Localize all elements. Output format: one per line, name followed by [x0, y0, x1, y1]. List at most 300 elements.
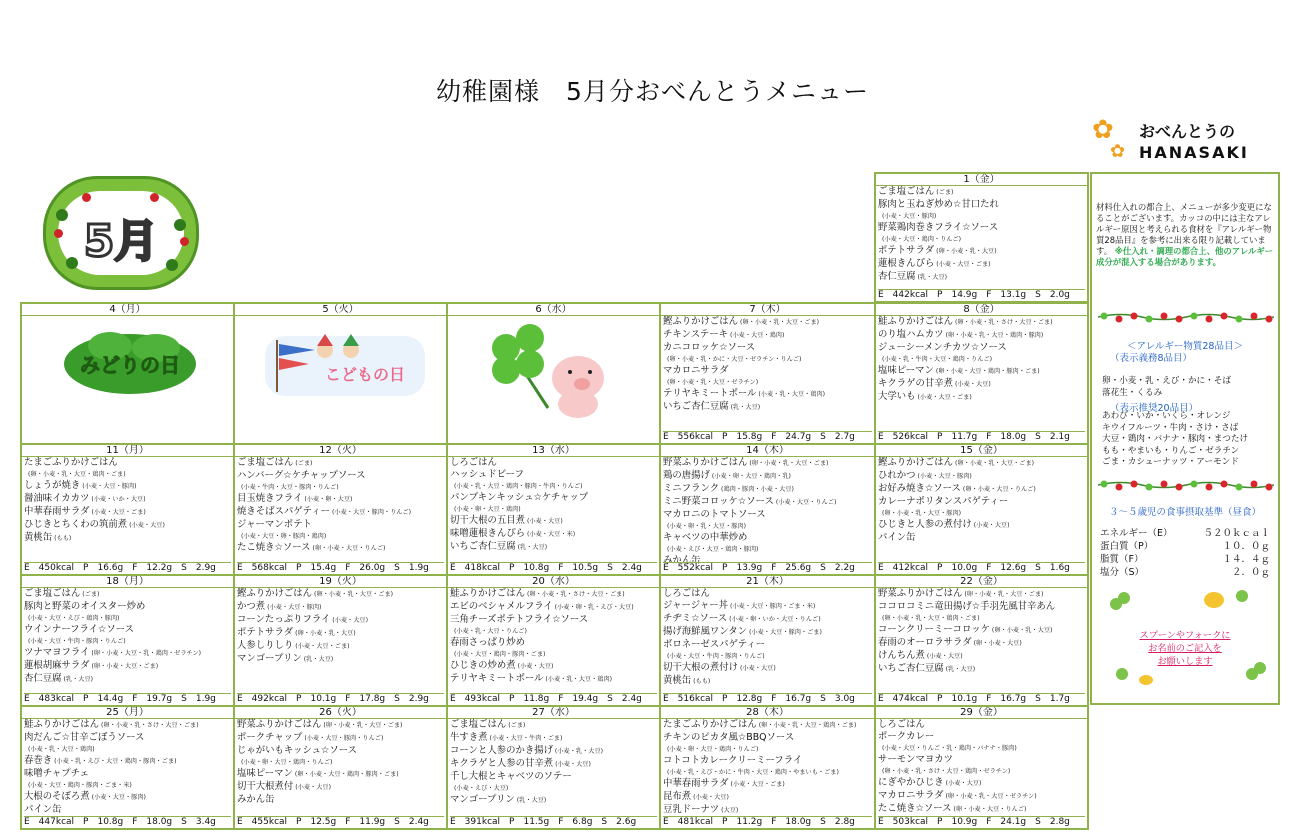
menu-item [663, 544, 872, 555]
allergen-line: 落花生・くるみ [1102, 387, 1163, 398]
menu-item [663, 521, 872, 532]
menu-item [878, 496, 1085, 508]
dish-name: チキンステーキ [663, 329, 729, 340]
menu-item [450, 649, 657, 660]
allergen-text: (小麦・大豆) [738, 665, 776, 672]
allergen-text: (小麦・大豆・ごま) [728, 781, 785, 788]
menu-item [24, 613, 231, 624]
allergen-text: (卵・小麦・大豆・りんご) [951, 806, 1027, 813]
allergen-text: (卵・小麦・乳・大豆・ごま) [738, 319, 820, 326]
menu-item [663, 719, 872, 732]
menu-item [663, 755, 872, 767]
menu-item [24, 647, 231, 660]
allergen-text: (小麦・大豆・卵・豚肉・鶏肉) [241, 533, 327, 540]
menu-item [237, 531, 444, 542]
menu-item [663, 329, 872, 342]
dish-name: マンゴープリン [450, 794, 515, 805]
day-header: 6（水） [448, 304, 659, 316]
allergen-text: (小麦・大豆) [924, 653, 963, 660]
menu-item [450, 504, 657, 515]
menu-item [450, 719, 657, 732]
menu-item [237, 719, 444, 732]
menu-item [663, 365, 872, 377]
menu-list [237, 588, 444, 666]
day-cell-25 [20, 705, 235, 830]
dish-name: のり塩ハムカツ [878, 329, 944, 340]
allergen-text: (小麦・大豆・ごま) [89, 509, 146, 516]
standard-row [1100, 553, 1270, 566]
dish-name: 焼きそばスパゲティー [237, 506, 330, 517]
allergen-text: (小麦・大豆・ごま) [934, 261, 991, 268]
allergen-text: (乳・大豆) [514, 797, 547, 804]
kodomo-label: こどもの日 [324, 365, 406, 384]
dish-name: ひじきの炒め煮 [450, 660, 516, 671]
menu-item [24, 636, 231, 647]
nutrition-summary: E 418kcal P 10.8g F 10.5g S 2.4g [450, 562, 657, 573]
page-title: 幼稚園様 5月分おべんとうメニュー [436, 77, 869, 106]
menu-item [878, 199, 1085, 211]
allergen-text: (卵・小麦・乳・大豆) [934, 248, 997, 255]
day-cell-26 [233, 705, 448, 830]
dish-name: ミニフランク [663, 483, 720, 494]
menu-item [450, 481, 657, 492]
dish-name: 人参しりしり [237, 640, 294, 651]
menu-item [450, 588, 657, 601]
utensil-name-request [1092, 629, 1278, 668]
dish-name: 牛すき煮 [450, 732, 488, 743]
allergen-text: (小麦・大豆・牛肉・ごま) [487, 735, 563, 742]
day-header: 15（金） [876, 445, 1087, 457]
menu-item [237, 768, 444, 781]
allergen-text: (卵・小麦・乳・さけ・大豆・ごま) [525, 591, 625, 598]
dish-name: 味噌チャプチェ [24, 768, 90, 779]
allergen-text: (小麦・大豆) [971, 522, 1010, 529]
dish-name: ジャーマンポテト [237, 519, 312, 530]
dish-name: 切干大根の煮付け [663, 662, 739, 673]
dish-name: ひじきとちくわの筑前煮 [24, 519, 128, 530]
menu-item [878, 258, 1085, 271]
menu-item [878, 719, 1085, 731]
menu-item [878, 245, 1085, 258]
menu-list [24, 719, 231, 816]
menu-item [450, 457, 657, 469]
menu-item [237, 493, 444, 506]
dish-name: みかん缶 [237, 794, 275, 805]
menu-list [24, 588, 231, 686]
menu-item [24, 469, 231, 480]
dish-name: パンプキンキッシュ☆ケチャップ [450, 492, 589, 503]
menu-item [24, 732, 231, 744]
menu-item [450, 492, 657, 504]
menu-item [663, 626, 872, 639]
allergen-text: (小麦・大豆・豚肉) [882, 213, 937, 220]
allergen-text: (乳・大豆) [515, 544, 548, 551]
menu-item [237, 506, 444, 519]
menu-item [878, 754, 1085, 766]
allergen-text: (卵・小麦・大豆・鶏肉・豚肉・ごま) [933, 368, 1040, 375]
menu-item [878, 777, 1085, 790]
menu-item [878, 790, 1085, 803]
dish-name: 豚肉と玉ねぎ炒め☆甘口たれ [878, 199, 999, 210]
dish-name: 黄桃缶 [24, 532, 53, 543]
menu-list [878, 588, 1085, 676]
day-header: 22（金） [876, 576, 1087, 588]
strawberry-vine-decoration [1098, 310, 1274, 324]
day-header: 8（金） [876, 304, 1087, 316]
dish-name: コーンたっぷりフライ [237, 614, 331, 625]
allergen-text: (小麦・いか・大豆) [89, 496, 146, 503]
day-cell-22 [874, 574, 1089, 707]
menu-item [450, 745, 657, 758]
dish-name: 鰹ふりかけごはん [663, 316, 739, 327]
day-header: 28（木） [661, 707, 874, 719]
menu-item [237, 627, 444, 640]
allergen-text: (小麦・卵・乳・えび・大豆) [552, 604, 634, 611]
nutrition-summary: E 568kcal P 15.4g F 26.0g S 1.9g [237, 562, 444, 573]
standard-value: ２．０ｇ [1231, 567, 1270, 578]
allergen-text: (小麦・乳・大豆・鶏肉・豚肉・牛肉・りんご) [454, 483, 583, 490]
menu-list [237, 457, 444, 555]
menu-item [663, 662, 872, 675]
menu-list [878, 186, 1085, 284]
dish-name: コーンクリーミーコロッケ [878, 624, 990, 635]
nutrition-summary: E 492kcal P 10.1g F 17.8g S 2.9g [237, 693, 444, 704]
allergy-note [1096, 202, 1276, 268]
day-cell-6 [446, 302, 661, 445]
dish-name: 中華春雨サラダ [663, 778, 729, 789]
allergen-text: (小麦・大豆・鶏肉・豚肉・ごま・米) [28, 782, 132, 789]
allergen-text: (卵・小麦・乳・大豆) [989, 627, 1053, 634]
dish-name: ごま塩ごはん [24, 588, 81, 599]
menu-item [663, 532, 872, 544]
menu-item [878, 329, 1085, 342]
dish-name: いちご杏仁豆腐 [450, 541, 516, 552]
dish-name: 鮭ふりかけごはん [450, 588, 526, 599]
dish-name: 杏仁豆腐 [24, 673, 62, 684]
menu-item [24, 719, 231, 732]
menu-item [663, 600, 872, 613]
note-green-text: ※仕入れ・調理の都合上、他のアレルギー成分が混入する場合があります。 [1096, 246, 1274, 267]
dish-name: ごま塩ごはん [237, 457, 294, 468]
day-cell-29 [874, 705, 1089, 830]
dish-name: 千し大根とキャベツのソテー [450, 771, 572, 782]
nutrition-summary: E 412kcal P 10.0g F 12.6g S 1.6g [878, 562, 1085, 573]
allergen-text: (小麦・大豆) [943, 780, 982, 787]
dish-name: ココロコミニ竜田揚げ☆手羽先風甘辛あん [878, 601, 1056, 612]
menu-item [663, 732, 872, 744]
menu-list [450, 457, 657, 554]
allergen-text: (小麦・えび・大豆・鶏肉・豚肉) [667, 546, 759, 553]
menu-item [237, 614, 444, 627]
menu-item [878, 378, 1085, 391]
allergen-text: (小麦・大豆・りんご・乳・鶏肉・バナナ・豚肉) [882, 745, 1017, 752]
menu-item [878, 803, 1085, 816]
dish-name: 春雨のオーロラサラダ [878, 637, 972, 648]
menu-item [237, 470, 444, 482]
dish-name: 切干大根煮付 [237, 781, 294, 792]
menu-item [663, 613, 872, 626]
plea-line: スプーンやフォークに [1139, 630, 1231, 641]
dish-name: 塩味ピーマン [878, 365, 934, 376]
menu-item [878, 624, 1085, 637]
day-header: 21（木） [661, 576, 874, 588]
dish-name: ハッシュドビーフ [450, 469, 524, 480]
allergen-text: (卵・小麦・大豆) [971, 640, 1022, 647]
dish-name: 醤油味イカカツ [24, 493, 90, 504]
allergen-text: (もも) [691, 678, 711, 685]
day-cell-15 [874, 443, 1089, 576]
dish-name: 豚肉と野菜のオイスター炒め [24, 601, 146, 612]
menu-item [878, 663, 1085, 676]
dish-name: 味噌蓮根きんぴら [450, 528, 526, 539]
menu-item [663, 388, 872, 401]
dish-name: 黄桃缶 [663, 675, 692, 686]
menu-item [237, 640, 444, 653]
menu-item [663, 401, 872, 414]
kodomo-no-hi-illustration [255, 316, 435, 406]
allergen-text: (小麦・乳・大豆) [552, 748, 604, 755]
dish-name: お好み焼き☆ソース [878, 483, 961, 494]
dish-name: チヂミ☆ソース [663, 613, 728, 624]
recommended-list [1102, 411, 1272, 469]
menu-item [450, 732, 657, 745]
allergen-text: (乳・大豆) [301, 656, 334, 663]
menu-item [878, 234, 1085, 245]
day-cell-5 [233, 302, 448, 445]
day-header: 4（月） [22, 304, 233, 316]
allergen-text: (小麦・大豆・鶏肉・豚肉・ごま) [454, 651, 546, 658]
menu-item [237, 757, 444, 768]
allergen-text: (小麦・大豆・牛肉・豚肉・りんご) [28, 638, 126, 645]
menu-item [878, 470, 1085, 483]
standard-value: １０．０ｇ [1222, 541, 1270, 552]
menu-list [878, 316, 1085, 404]
menu-item [663, 354, 872, 365]
nutrition-summary: E 552kcal P 13.9g F 25.6g S 2.2g [663, 562, 872, 573]
menu-list [450, 719, 657, 807]
menu-list [878, 719, 1085, 816]
menu-item [878, 637, 1085, 650]
allergen-text: (卵・小麦・乳・かに・大豆・ゼラチン・りんご) [667, 356, 802, 363]
day-cell-19 [233, 574, 448, 707]
allergen-text: (小麦・大豆・豚肉) [89, 794, 146, 801]
menu-item [24, 480, 231, 493]
menu-item [878, 532, 1085, 544]
dish-name: 昆布煮 [663, 791, 692, 802]
day-header: 7（木） [661, 304, 874, 316]
dish-name: エビのベシャメルフライ [450, 601, 553, 612]
allergen-text: (ごま) [293, 460, 313, 467]
dish-name: ごま塩ごはん [450, 719, 507, 730]
nutrition-summary: E 483kcal P 14.4g F 19.7g S 1.9g [24, 693, 231, 704]
dish-name: 目玉焼きフライ [237, 493, 303, 504]
dish-name: パイン缶 [24, 804, 62, 815]
dish-name: ポークカレー [878, 731, 935, 742]
allergen-text: (小麦・卵・大豆) [302, 496, 353, 503]
allergen-text: (小麦・乳・大豆・鶏肉) [28, 746, 95, 753]
menu-item [450, 758, 657, 771]
allergen-text: (小麦・乳・牛肉・大豆・鶏肉・りんご) [882, 356, 993, 363]
day-cell-27 [446, 705, 661, 830]
dish-name: ごま塩ごはん [878, 186, 935, 197]
menu-item [878, 766, 1085, 777]
menu-item [24, 506, 231, 519]
dish-name: 蓮根きんぴら [878, 258, 935, 269]
dish-name: 揚げ海鮮風ワンタン [663, 626, 748, 637]
menu-item [237, 519, 444, 531]
menu-item [24, 601, 231, 613]
mandatory-title: （表示義務8品目） [1110, 353, 1193, 364]
allergen-text: (卵・小麦・乳・大豆・鶏肉・ごま) [756, 722, 857, 729]
allergen-text: (小麦・大豆・牛肉・豚肉・りんご) [667, 653, 765, 660]
dish-name: キクラゲの甘辛煮 [878, 378, 954, 389]
menu-item [450, 794, 657, 807]
menu-item [663, 791, 872, 804]
allergen-line: あわび・いか・いくら・オレンジ [1102, 411, 1231, 421]
day-cell-8 [874, 302, 1089, 445]
allergen-text: (卵・小麦・乳・大豆・ごま) [747, 460, 829, 467]
allergen-text: (小麦・大豆) [953, 381, 991, 388]
allergen-text: (小麦・大豆・豚肉・りんご) [302, 735, 384, 742]
menu-item [878, 271, 1085, 284]
menu-item [237, 732, 444, 745]
menu-item [663, 377, 872, 388]
menu-item [450, 541, 657, 554]
allergen-text: (小麦・卵・大豆・鶏肉・りんご) [241, 759, 333, 766]
day-cell-4 [20, 302, 235, 445]
dish-name: ジューシーメンチカツ☆ソース [878, 342, 1007, 353]
day-header: 14（木） [661, 445, 874, 457]
nutrition-summary: E 442kcal P 14.9g F 13.1g S 2.0g [878, 289, 1085, 300]
menu-item [237, 588, 444, 601]
day-cell-11 [20, 443, 235, 576]
menu-item [237, 653, 444, 666]
dish-name: キクラゲと人参の甘辛煮 [450, 758, 554, 769]
allergen-text: (卵・小麦・大豆・りんご) [960, 486, 1036, 493]
allergen-text: (卵・小麦・乳・大豆・ごま) [312, 591, 394, 598]
dish-name: コトコトカレークリーミーフライ [663, 755, 803, 766]
nutrition-summary: E 481kcal P 11.2g F 18.0g S 2.8g [663, 816, 872, 827]
allergen-text: (卵・小麦・大豆・乳・鶏肉・ゼラチン) [89, 650, 202, 657]
allergen-text: (卵・小麦・大豆・ごま) [89, 663, 159, 670]
menu-item [450, 626, 657, 637]
menu-item [663, 483, 872, 496]
menu-item [878, 354, 1085, 365]
allergen-text: (もも) [52, 535, 72, 542]
dish-name: ツナマヨフライ [24, 647, 90, 658]
menu-item [878, 483, 1085, 496]
dish-name: ボロネーゼスパゲティー [663, 639, 766, 650]
allergen-text: (ごま) [506, 722, 526, 729]
flower-icon: ✿ [1110, 141, 1126, 162]
allergen-text: (小麦・乳・えび・かに・牛肉・大豆・鶏肉・やまいも・ごま) [667, 769, 839, 776]
allergen-text: (乳・大豆) [915, 274, 948, 281]
dish-name: 野菜ふりかけごはん [663, 457, 748, 468]
dish-name: 中華春雨サラダ [24, 506, 90, 517]
allergen-text: (ごま) [80, 591, 100, 598]
menu-item [237, 457, 444, 470]
dish-name: かつ煮 [237, 601, 266, 612]
menu-item [237, 745, 444, 757]
day-header: 26（火） [235, 707, 446, 719]
day-cell-14 [659, 443, 876, 576]
standard-row [1100, 540, 1270, 553]
menu-list [663, 316, 872, 414]
dish-name: テリヤキミートボール [663, 388, 757, 399]
dish-name: 鮭ふりかけごはん [24, 719, 100, 730]
menu-item [24, 744, 231, 755]
midori-no-hi-illustration [60, 326, 200, 396]
menu-item [450, 614, 657, 626]
menu-list [663, 588, 872, 688]
nutrition-summary: E 455kcal P 12.5g F 11.9g S 2.4g [237, 816, 444, 827]
dish-name: 鰹ふりかけごはん [237, 588, 313, 599]
menu-item [663, 457, 872, 470]
dish-name: けんちん煮 [878, 650, 925, 661]
standard-row [1100, 527, 1270, 540]
allergen-text: (卵・小麦・大豆・りんご) [310, 545, 386, 552]
allergen-text: (卵・小麦・乳・さけ・大豆・ごま) [99, 722, 199, 729]
menu-item [878, 211, 1085, 222]
dish-name: キャベツの中華炒め [663, 532, 748, 543]
menu-item [24, 624, 231, 636]
allergen-text: (小麦・卵・大豆・鶏肉・乳) [709, 473, 791, 480]
allergen-text: (卵・小麦・乳・大豆・鶏肉・ごま) [882, 615, 980, 622]
mandatory-list [1102, 376, 1272, 399]
allergen-text: (小麦・大豆・ごま) [293, 643, 350, 650]
menu-item [878, 613, 1085, 624]
menu-item [450, 515, 657, 528]
day-cell-28 [659, 705, 876, 830]
standard-title: ３～５歳児の食事摂取基準（昼食） [1108, 507, 1261, 518]
allergen-text: (小麦・乳・大豆・鶏肉) [543, 676, 613, 683]
dish-name: たこ焼き☆ソース [237, 542, 311, 553]
menu-item [237, 794, 444, 806]
menu-item [24, 588, 231, 601]
menu-item [450, 673, 657, 686]
dish-name: 蓮根胡麻サラダ [24, 660, 90, 671]
standard-label: 蛋白質（P） [1100, 541, 1154, 552]
dish-name: パイン缶 [878, 532, 916, 543]
allergen-text: (小麦・大豆・豚肉) [915, 473, 972, 480]
menu-item [878, 650, 1085, 663]
nutrition-summary: E 493kcal P 11.8g F 19.4g S 2.4g [450, 693, 657, 704]
day-header: 25（月） [22, 707, 233, 719]
allergen-text: (卵・小麦・乳・大豆・鶏肉・豚肉) [943, 332, 1044, 339]
menu-item [450, 783, 657, 794]
nutrition-summary: E 391kcal P 11.5g F 6.8g S 2.6g [450, 816, 657, 827]
menu-item [663, 316, 872, 329]
allergen-text: (大豆) [719, 807, 739, 814]
menu-item [24, 804, 231, 816]
nutrition-summary: E 516kcal P 12.8g F 16.7g S 3.0g [663, 693, 872, 704]
dish-name: たこ焼き☆ソース [878, 803, 952, 814]
allergen-text: (小麦・大豆) [553, 761, 591, 768]
dish-name: しょうが焼き [24, 480, 81, 491]
menu-item [663, 744, 872, 755]
menu-item [24, 755, 231, 768]
menu-item [663, 588, 872, 600]
day-cell-18 [20, 574, 235, 707]
allergen-text: (小麦・乳・大豆・鶏肉) [756, 391, 826, 398]
dish-name: ポークチャップ [237, 732, 303, 743]
allergen-text: (小麦・大豆・豚肉) [80, 483, 137, 490]
dish-name: しろごはん [663, 588, 710, 599]
menu-item [878, 391, 1085, 404]
dish-name: ひじきと人参の煮付け [878, 519, 972, 530]
dish-name: 野菜ふりかけごはん [878, 588, 963, 599]
plea-line: お願いします [1157, 656, 1213, 667]
